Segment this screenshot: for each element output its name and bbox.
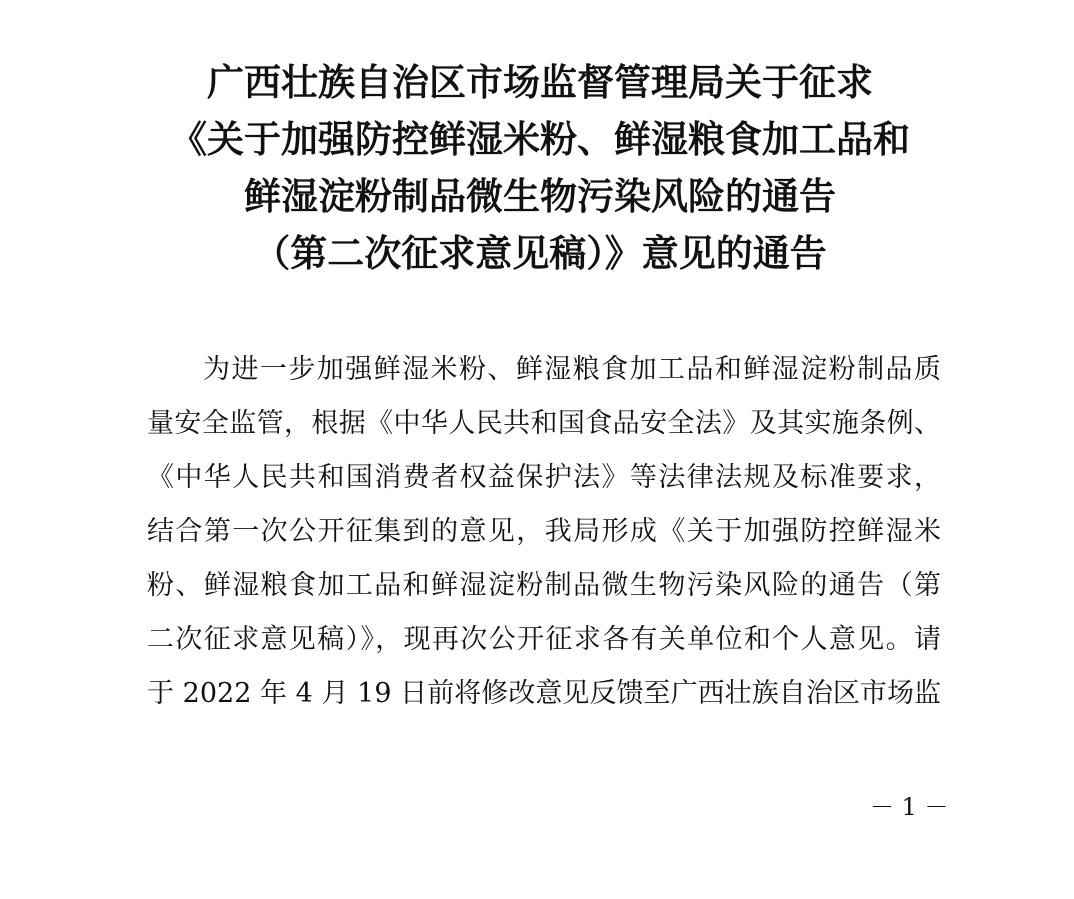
title-line-1: 广西壮族自治区市场监督管理局关于征求 (207, 60, 873, 104)
body-line-4: 结合第一次公开征集到的意见，我局形成《关于加强防控鲜湿米 (147, 516, 941, 547)
body-line-3: 《中华人民共和国消费者权益保护法》等法律法规及标准要求， (147, 462, 941, 493)
title-line-2: 《关于加强防控鲜湿米粉、鲜湿粮食加工品和 (170, 117, 910, 161)
title-line-4: （第二次征求意见稿）》意见的通告 (253, 231, 827, 275)
body-line-2: 量安全监管，根据《中华人民共和国食品安全法》及其实施条例、 (147, 408, 941, 439)
page-number: － 1 － (870, 793, 949, 821)
document-body (147, 343, 941, 721)
body-line-6: 二次征求意见稿）》，现再次公开征求各有关单位和个人意见。请 (147, 624, 941, 655)
body-line-1: 为进一步加强鲜湿米粉、鲜湿粮食加工品和鲜湿淀粉制品质 (203, 354, 941, 385)
body-line-7: 于 2022 年 4 月 19 日前将修改意见反馈至广西壮族自治区市场监 (147, 678, 941, 709)
document-title (120, 54, 960, 282)
body-line-5: 粉、鲜湿粮食加工品和鲜湿淀粉制品微生物污染风险的通告（第 (147, 570, 941, 601)
title-line-3: 鲜湿淀粉制品微生物污染风险的通告 (244, 174, 836, 218)
